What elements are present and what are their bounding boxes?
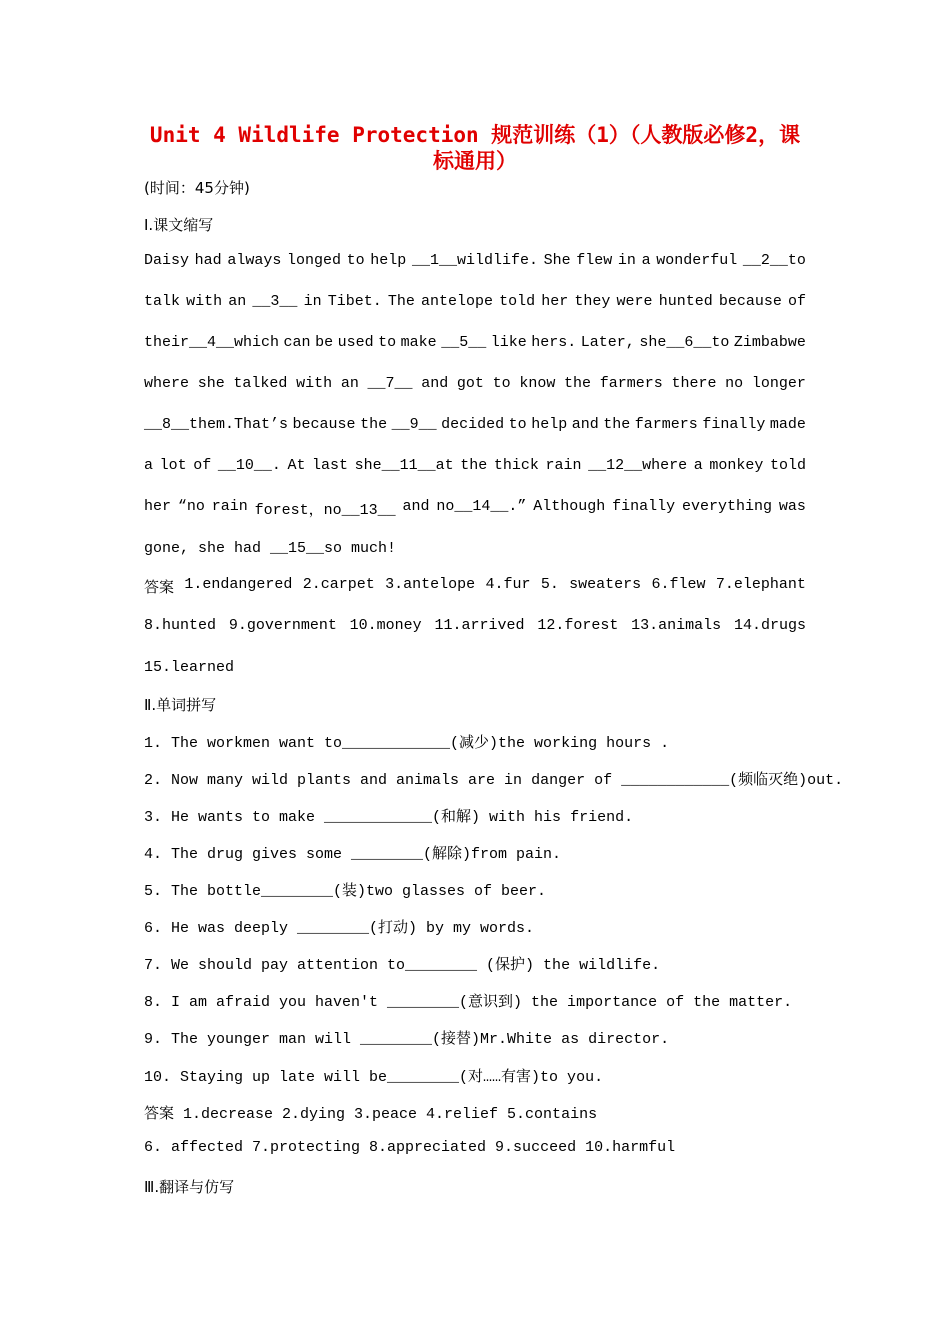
word: got [456, 375, 484, 392]
word: to [508, 416, 527, 433]
word: Tibet. [327, 293, 382, 310]
word: 5. [540, 576, 559, 593]
answer-line [144, 576, 806, 597]
title-line-2: 标通用） [433, 149, 517, 173]
word: 12.forest [537, 617, 619, 634]
answer-line: 答案 1.decrease 2.dying 3.peace 4.relief 5.contains [144, 1106, 598, 1123]
word: the [603, 416, 631, 433]
answer-line: 6. affected 7.protecting 8.appreciated 9.succeed 10.harmful [144, 1139, 676, 1156]
word: a [641, 252, 651, 269]
word: Although [533, 498, 606, 515]
word: longer [751, 375, 806, 392]
word: their__4__which [144, 334, 280, 351]
word: 9.government [228, 617, 337, 634]
word: in [617, 252, 636, 269]
word: wonderful [656, 252, 738, 269]
word: no [725, 375, 744, 392]
title-line-1: Unit 4 Wildlife Protection 规范训练（1）（人教版必修2，课 [149, 123, 801, 147]
word: because [718, 293, 782, 310]
word: monkey [709, 457, 764, 474]
word: to [378, 334, 397, 351]
word: 11.arrived [434, 617, 525, 634]
word: decided [441, 416, 505, 433]
word: her [541, 293, 569, 310]
word: because [292, 416, 356, 433]
exercise-item: 2. Now many wild plants and animals are in danger of ____________(频临灭绝)out. [144, 772, 844, 789]
word: 7.elephant [715, 576, 806, 593]
word: sweaters [569, 576, 642, 593]
exercise-item: 6. He was deeply ________(打动) by my words. [144, 920, 535, 937]
word: be [315, 334, 334, 351]
word: and [402, 498, 430, 515]
word: At [287, 457, 306, 474]
word: __3__ [252, 293, 298, 310]
paragraph-line [144, 498, 806, 519]
paragraph-line [144, 334, 806, 351]
word: her [144, 498, 172, 515]
word: the [460, 457, 488, 474]
word: __12__where [588, 457, 688, 474]
word: 2.carpet [302, 576, 375, 593]
word: used [337, 334, 374, 351]
word: 6.flew [651, 576, 706, 593]
word: and [421, 375, 449, 392]
answer-line: 15.learned [144, 659, 235, 676]
word: had [194, 252, 222, 269]
word: thick [493, 457, 539, 474]
word: 10.money [349, 617, 422, 634]
word: 答案 [144, 580, 175, 597]
word: were [616, 293, 653, 310]
paragraph-line [144, 293, 806, 310]
page-title [140, 122, 810, 174]
word: with [186, 293, 223, 310]
word: of [787, 293, 806, 310]
word: 4.fur [485, 576, 531, 593]
word: hunted [658, 293, 713, 310]
word: hers. [531, 334, 577, 351]
exercise-item: 10. Staying up late will be________(对……有害)to you. [144, 1069, 604, 1086]
exercise-item: 3. He wants to make ____________(和解) with his friend. [144, 809, 634, 826]
word: know [519, 375, 556, 392]
exercise-item: 8. I am afraid you haven't ________(意识到) the importance of the matter. [144, 994, 793, 1011]
word: flew [576, 252, 613, 269]
exercise-item: 4. The drug gives some ________(解除)from pain. [144, 846, 562, 863]
word: everything [682, 498, 773, 515]
section-2-heading: Ⅱ.单词拼写 [144, 696, 217, 714]
word: make [400, 334, 437, 351]
word: with [296, 375, 333, 392]
word: __1__wildlife. [411, 252, 538, 269]
word: __10__. [217, 457, 281, 474]
word: an [340, 375, 359, 392]
word: farmers [634, 416, 698, 433]
exercise-item: 1. The workmen want to____________(减少)the working hours . [144, 735, 670, 752]
exercise-item: 7. We should pay attention to________ (保护) the wildlife. [144, 957, 661, 974]
word: Daisy [144, 252, 190, 269]
word: __2__to [742, 252, 806, 269]
paragraph-line: gone, she had __15__so much! [144, 540, 397, 557]
word: always [227, 252, 282, 269]
word: she__11__at [354, 457, 454, 474]
word: where [144, 375, 190, 392]
word: there [671, 375, 717, 392]
word: __8__them.That’s [144, 416, 289, 433]
word: finally [612, 498, 676, 515]
word: talked [233, 375, 288, 392]
word: was [778, 498, 806, 515]
word: 3.antelope [385, 576, 476, 593]
word: like [490, 334, 527, 351]
word: a [693, 457, 703, 474]
word: rain [545, 457, 582, 474]
word: She [543, 252, 571, 269]
section-1-heading: I.课文缩写 [144, 216, 214, 234]
word: talk [144, 293, 181, 310]
word: longed [286, 252, 341, 269]
word: __7__ [367, 375, 413, 392]
word: to [492, 375, 511, 392]
word: antelope [420, 293, 493, 310]
word: they [574, 293, 611, 310]
word: __5__ [441, 334, 487, 351]
word: in [303, 293, 322, 310]
word: told [769, 457, 806, 474]
word: 13.animals [631, 617, 722, 634]
word: an [228, 293, 247, 310]
word: the [564, 375, 592, 392]
word: a [144, 457, 154, 474]
exercise-item: 5. The bottle________(装)two glasses of beer. [144, 883, 547, 900]
word: can [283, 334, 311, 351]
word: Later, [580, 334, 635, 351]
word: __9__ [391, 416, 437, 433]
word: Zimbabwe [733, 334, 806, 351]
section-3-heading: Ⅲ.翻译与仿写 [144, 1178, 235, 1196]
word: farmers [599, 375, 663, 392]
word: help [531, 416, 568, 433]
paragraph-line [144, 416, 806, 433]
word: she__6__to [639, 334, 730, 351]
word: no__14__.” [436, 498, 527, 515]
word: rain [211, 498, 248, 515]
paragraph-line [144, 252, 806, 269]
answer-line [144, 617, 806, 634]
word: help [370, 252, 407, 269]
word: 14.drugs [733, 617, 806, 634]
paragraph-line [144, 375, 806, 392]
time-note: (时间：45分钟) [144, 179, 250, 197]
word: the [360, 416, 388, 433]
word: lot [159, 457, 187, 474]
word: “no [177, 498, 205, 515]
paragraph-line [144, 457, 806, 474]
word: she [197, 375, 225, 392]
word: made [769, 416, 806, 433]
word: The [387, 293, 415, 310]
word: last [312, 457, 349, 474]
word: finally [702, 416, 766, 433]
exercise-item: 9. The younger man will ________(接替)Mr.White as director. [144, 1031, 670, 1048]
word: and [571, 416, 599, 433]
word: of [193, 457, 212, 474]
word: 1.endangered [184, 576, 293, 593]
word: told [499, 293, 536, 310]
word: forest，no__13__ [254, 502, 396, 519]
word: 8.hunted [144, 617, 217, 634]
word: to [346, 252, 365, 269]
